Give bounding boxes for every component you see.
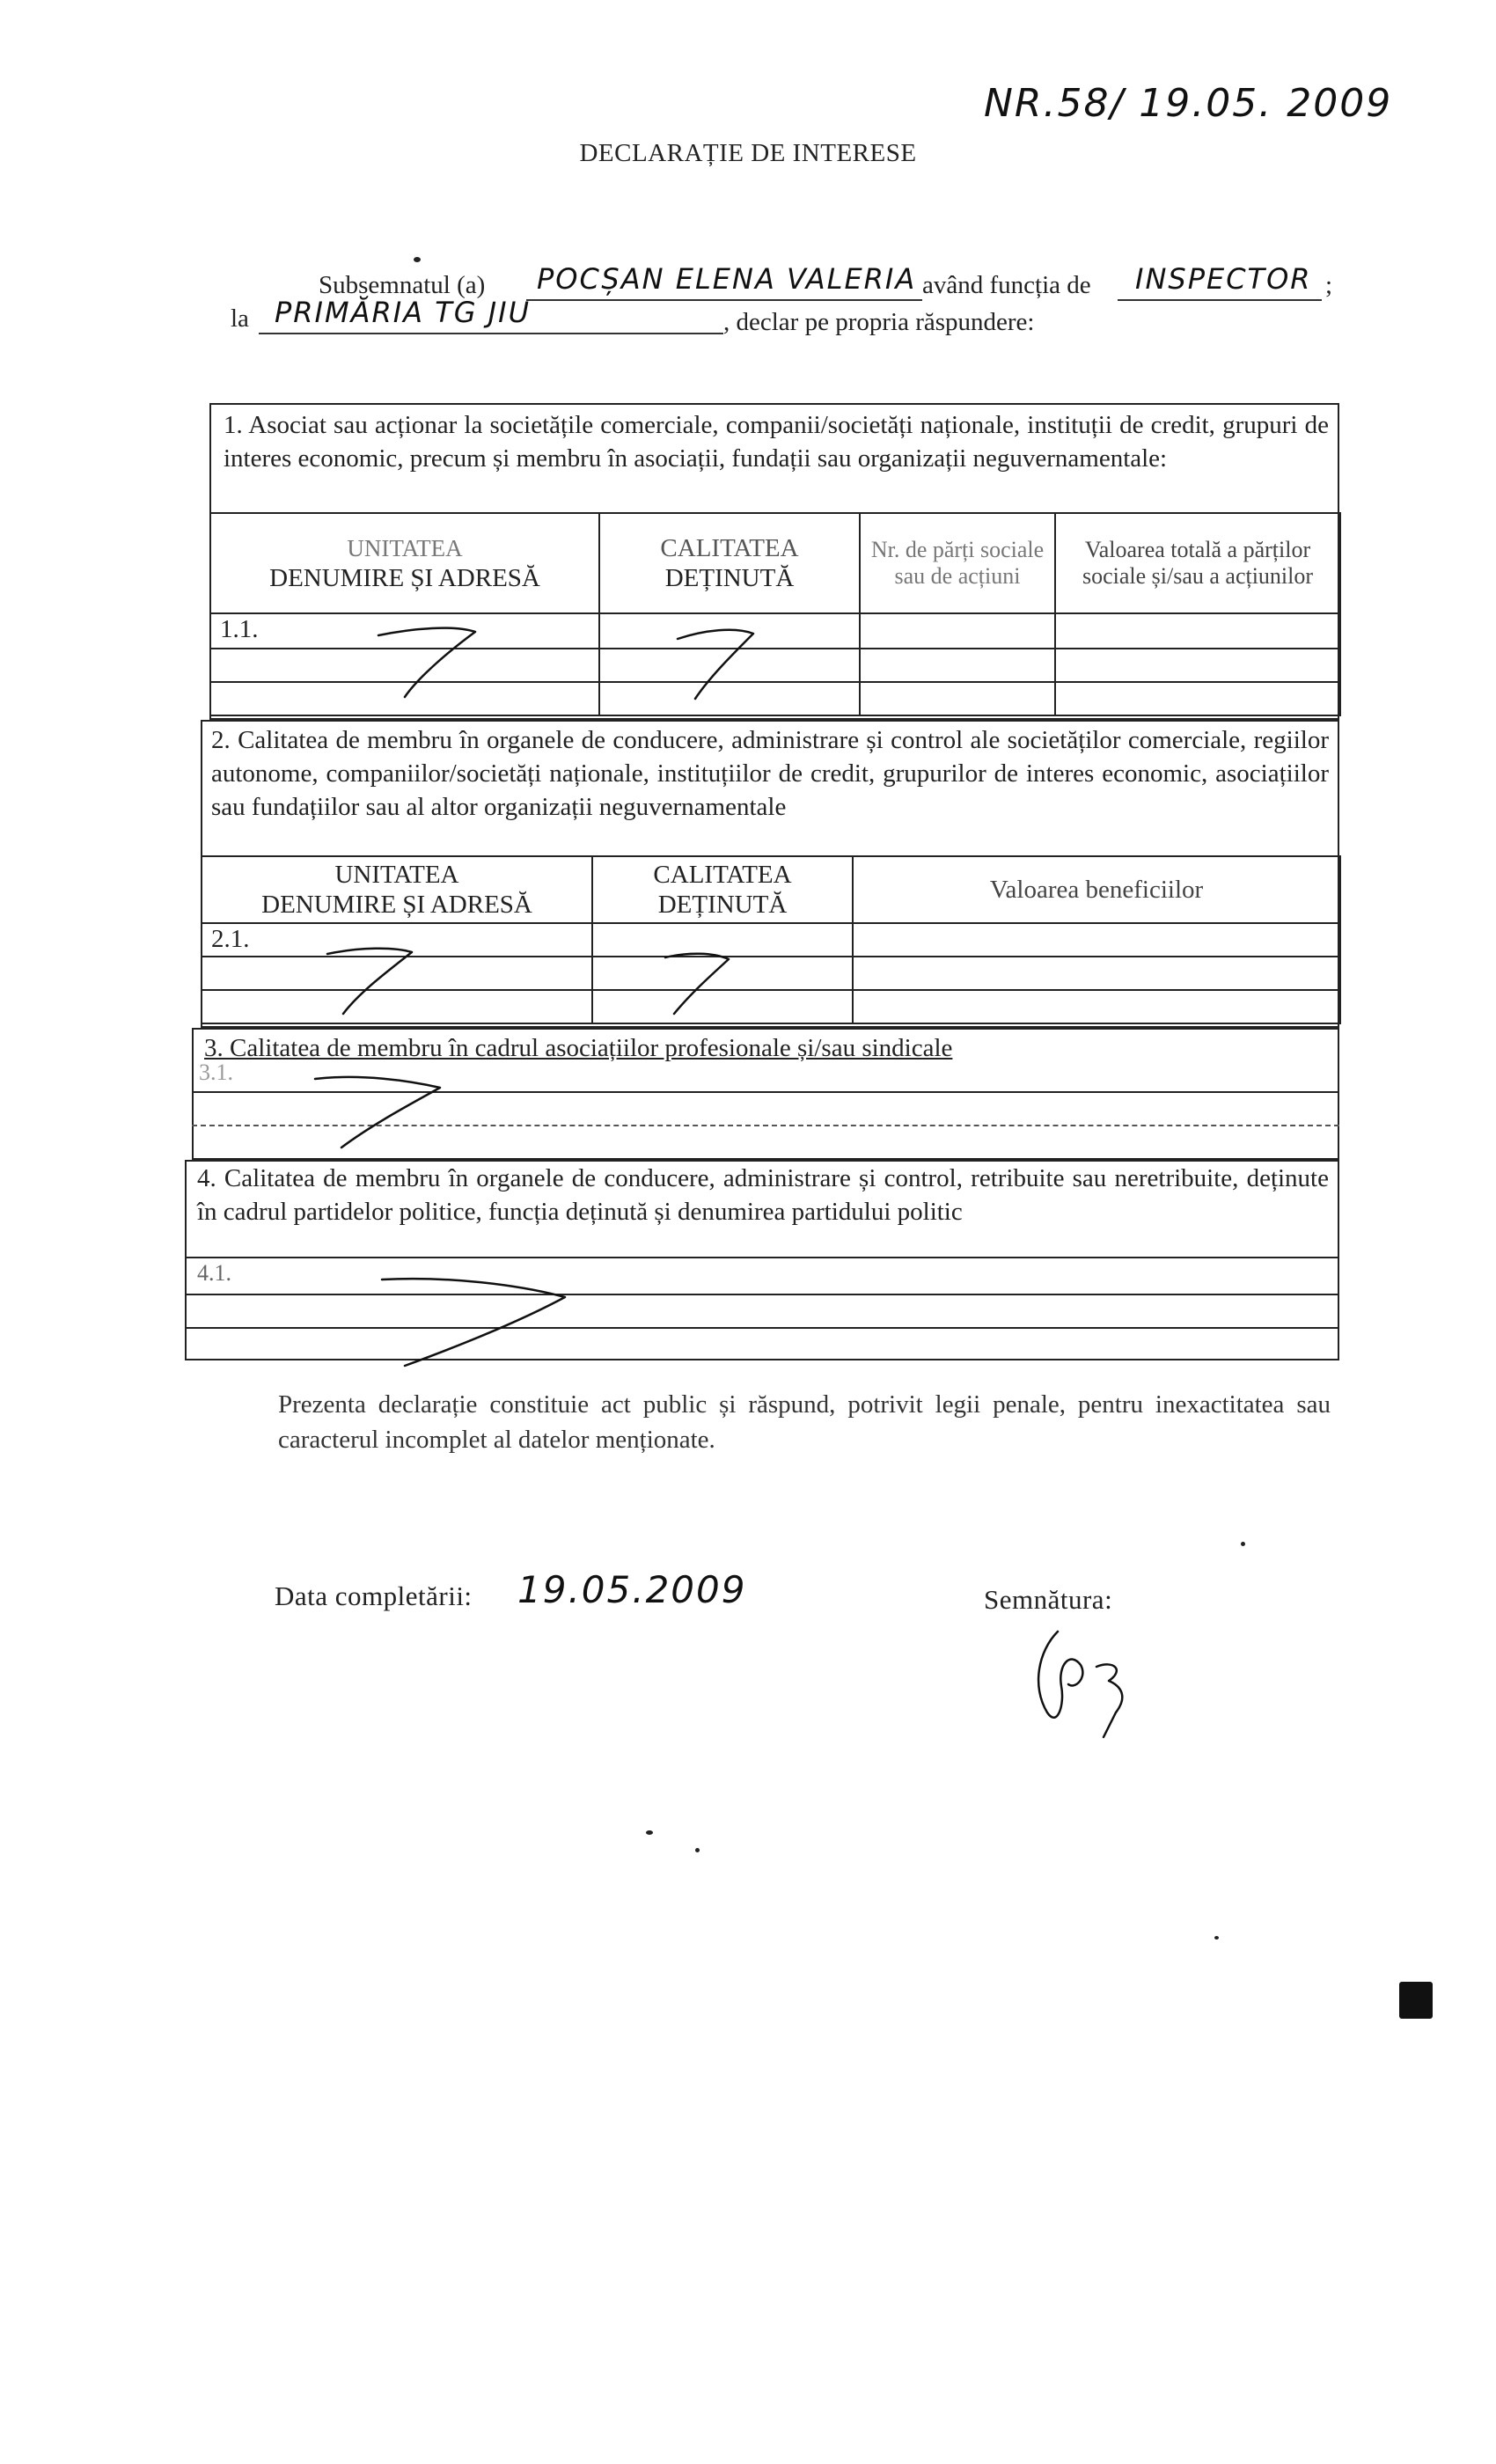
scan-corner-mark (1399, 1982, 1433, 2019)
institution-underline (259, 333, 723, 334)
s1-col-valoare: Valoarea totală a părților sociale și/sau a acțiunilor (1055, 513, 1340, 613)
s4-rule (185, 1257, 1339, 1258)
section2-text: 2. Calitatea de membru în organele de conducere, administrare și control ale societăților comerciale, regiilor autonome, companiilor/societăți naționale, instituțiilor de credit, grupurilor de interes economic, asociațiilor sau fundațiilor sau al altor organizații neguvernamentale (211, 726, 1329, 821)
scan-speck (695, 1848, 700, 1852)
s1-row-label: 1.1. (210, 613, 599, 649)
signature-label: Semnătura: (984, 1584, 1113, 1615)
s2-cell (853, 923, 1340, 957)
date-label: Data completării: (275, 1580, 473, 1611)
scan-speck (1214, 1936, 1219, 1940)
s2-col-valoare: Valoarea beneficiilor (853, 856, 1340, 923)
s2-col-unitatea: UNITATEA DENUMIRE ȘI ADRESĂ (202, 856, 592, 923)
section3-text: 3. Calitatea de membru în cadrul asociațiilor profesionale și/sau sindicale (204, 1034, 953, 1062)
s1-cell (860, 613, 1055, 649)
institution-handwritten: PRIMĂRIA TG JIU (275, 296, 532, 329)
signature-mark (1012, 1616, 1170, 1748)
registration-number: NR.58/ 19.05. 2009 (984, 81, 1393, 126)
legal-statement: Prezenta declarație constituie act public și răspund, potrivit legii penale, pentru inexactitatea sau caracterul incomplet al datelor menționate. (278, 1390, 1331, 1454)
s4-rule (185, 1327, 1339, 1329)
la-label: la (231, 304, 249, 333)
s1-cell (1055, 649, 1340, 682)
s1-cell (1055, 613, 1340, 649)
s1-cell (860, 649, 1055, 682)
page-title: DECLARAȚIE DE INTERESE (579, 139, 917, 167)
strikethrough-mark (370, 1267, 581, 1373)
s2-col-calitatea: CALITATEA DEȚINUTĂ (592, 856, 853, 923)
strikethrough-mark (370, 616, 493, 704)
s1-col-nr-parti: Nr. de părți sociale sau de acțiuni (860, 513, 1055, 613)
function-handwritten: INSPECTOR (1135, 262, 1312, 296)
section4-text: 4. Calitatea de membru în organele de conducere, administrare și control, retribuite sau neretribuite, deținute în cadrul partidelor politice, funcția deținută și denumirea partidului politic (197, 1164, 1329, 1226)
name-handwritten: POCȘAN ELENA VALERIA (537, 262, 917, 296)
s4-row-label: 4.1. (197, 1260, 231, 1286)
s1-col-calitatea: CALITATEA DEȚINUTĂ (599, 513, 860, 613)
strikethrough-mark (669, 616, 774, 704)
function-underline (1118, 299, 1322, 301)
name-underline (526, 299, 922, 301)
s2-cell (853, 990, 1340, 1023)
s1-cell (1055, 682, 1340, 715)
section1-text: 1. Asociat sau acționar la societățile comerciale, companii/societăți naționale, instituții de credit, grupuri de interes economic, precum și membru în asociații, fundații sau organizații neguvernamentale: (224, 411, 1329, 473)
s2-row-label: 2.1. (202, 923, 592, 957)
function-label: având funcția de (922, 271, 1091, 299)
s4-rule (185, 1294, 1339, 1295)
declar-text: , declar pe propria răspundere: (723, 308, 1035, 336)
scan-speck (646, 1830, 653, 1835)
strikethrough-mark (317, 940, 431, 1019)
subsemnatul-label: Subsemnatul (a) (319, 271, 486, 299)
s2-cell (853, 957, 1340, 990)
strikethrough-mark (651, 940, 748, 1019)
scan-speck (1241, 1542, 1245, 1546)
strikethrough-mark (299, 1065, 458, 1153)
semicolon: ; (1325, 271, 1333, 299)
s1-cell (860, 682, 1055, 715)
s1-col-unitatea: UNITATEA DENUMIRE ȘI ADRESĂ (210, 513, 599, 613)
date-handwritten: 19.05.2009 (517, 1568, 747, 1611)
s3-row-label: 3.1. (199, 1060, 233, 1085)
scan-speck (414, 257, 421, 262)
